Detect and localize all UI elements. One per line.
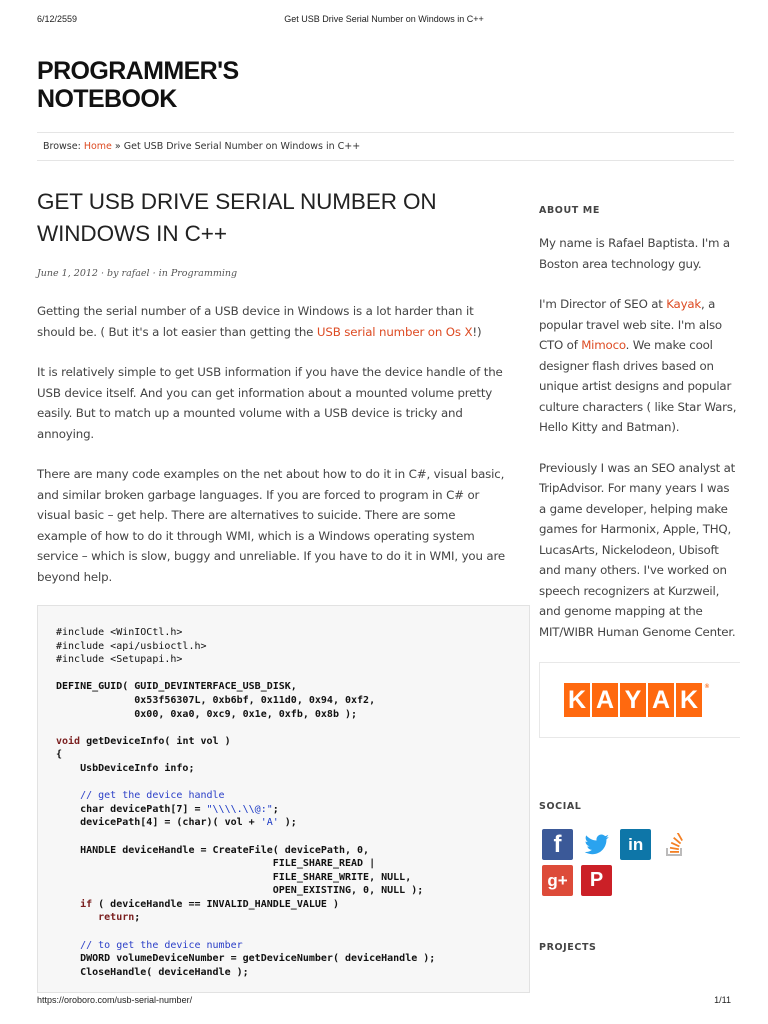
code-text: 0x00, 0xa0, 0xc9, 0x1e, 0xfb, 0x8b ); xyxy=(56,708,358,720)
code-line xyxy=(56,748,529,762)
sidebar xyxy=(539,205,739,662)
paragraph-intro xyxy=(37,301,507,342)
code-line xyxy=(56,884,529,898)
post-content xyxy=(37,186,507,648)
code-keyword: if xyxy=(56,898,93,910)
about-paragraph-2 xyxy=(539,294,739,438)
code-comment: // get the device handle xyxy=(56,790,225,802)
code-text: getDeviceInfo( int vol ) xyxy=(80,735,231,747)
code-line xyxy=(56,966,529,980)
code-text: char devicePath[7] = xyxy=(56,803,207,815)
site-title[interactable] xyxy=(37,57,337,113)
code-line xyxy=(56,911,529,925)
about-me-widget xyxy=(539,233,739,642)
about-text: , a popular travel web site. I'm also CTO of xyxy=(539,297,722,352)
code-string: "\\\\.\\@:" xyxy=(206,803,273,815)
code-keyword: void xyxy=(56,735,81,747)
code-text: { xyxy=(56,749,63,761)
code-line: #include <WinIOCtl.h> xyxy=(56,627,183,638)
social-icons xyxy=(542,829,732,901)
about-paragraph-1: My name is Rafael Baptista. I'm a Boston area technology guy. xyxy=(539,236,730,271)
print-page-title: Get USB Drive Serial Number on Windows in C++ xyxy=(284,14,484,24)
code-text: devicePath[4] = (char)( vol + xyxy=(56,817,261,829)
code-char: 'A' xyxy=(260,817,279,829)
about-text: . We make cool designer flash drives based on unique artist designs and popular culture characters ( like Star Wars, Hello Kitty and Batman). xyxy=(539,338,737,434)
page-number: 1/11 xyxy=(714,995,731,1005)
post-author-link[interactable]: rafael xyxy=(121,268,150,279)
code-line xyxy=(56,721,529,735)
code-keyword: return xyxy=(56,912,135,924)
code-line xyxy=(56,680,529,694)
code-block[interactable] xyxy=(37,605,530,993)
linkedin-icon[interactable]: in xyxy=(620,829,651,860)
code-line xyxy=(56,952,529,966)
pinterest-icon[interactable]: P xyxy=(581,865,612,896)
breadcrumb-current: Get USB Drive Serial Number on Windows in C++ xyxy=(123,141,361,152)
meta-in: in xyxy=(158,268,168,279)
code-text: OPEN_EXISTING, 0, NULL ); xyxy=(56,885,424,897)
breadcrumb-separator: » xyxy=(114,141,121,152)
about-me-heading: ABOUT ME xyxy=(539,205,600,216)
kayak-logo xyxy=(564,683,710,717)
code-line: #include <Setupapi.h> xyxy=(56,654,183,666)
twitter-icon[interactable] xyxy=(581,829,612,860)
post-meta xyxy=(37,268,507,279)
code-line xyxy=(56,776,529,790)
site-title-line1: PROGRAMMER'S xyxy=(37,57,239,85)
code-text: FILE_SHARE_WRITE, NULL, xyxy=(56,871,412,883)
code-line xyxy=(56,844,529,858)
site-title-line2: NOTEBOOK xyxy=(37,85,177,113)
print-date: 6/12/2559 xyxy=(37,14,78,24)
paragraph-2: It is relatively simple to get USB information if you have the device handle of the USB device itself. And you can get information about a mounted volume pretty easily. But to match up a mounted volume with a USB device is tricky and annoying. xyxy=(37,365,503,441)
facebook-icon[interactable]: f xyxy=(542,829,573,860)
code-line xyxy=(56,735,529,749)
code-line xyxy=(56,871,529,885)
code-text: DEFINE_GUID( GUID_DEVINTERFACE_USB_DISK, xyxy=(56,681,297,693)
kayak-letter: A xyxy=(592,683,618,717)
p1-end: !) xyxy=(472,324,482,339)
about-text: I'm Director of SEO at xyxy=(539,297,667,311)
code-line xyxy=(56,667,529,681)
usb-serial-osx-link[interactable]: USB serial number on Os X xyxy=(316,324,473,339)
code-text: ; xyxy=(134,912,141,924)
kayak-letter: Y xyxy=(620,683,646,717)
mimoco-link[interactable]: Mimoco xyxy=(581,338,626,352)
breadcrumb xyxy=(37,132,734,161)
code-line xyxy=(56,830,529,844)
kayak-letter: A xyxy=(648,683,674,717)
code-line xyxy=(56,708,529,722)
googleplus-icon[interactable]: g+ xyxy=(542,865,573,896)
social-heading: SOCIAL xyxy=(539,801,582,812)
code-text: 0x53f56307L, 0xb6bf, 0x11d0, 0x94, 0xf2, xyxy=(56,694,376,706)
code-text: ( deviceHandle == INVALID_HANDLE_VALUE ) xyxy=(92,898,339,910)
paragraph-3: There are many code examples on the net about how to do it in C#, visual basic, and similar broken garbage languages. If you are forced to program in C# or visual basic – get help. There are alternatives to suicide. There are some example of how to do it through WMI, which is a Windows operating system service – which is slow, buggy and unreliable. If you have to do it in WMI, you are beyond help. xyxy=(37,467,506,584)
projects-heading: PROJECTS xyxy=(539,942,597,953)
kayak-letter: K xyxy=(564,683,590,717)
code-comment: // to get the device number xyxy=(56,939,243,951)
code-text: ); xyxy=(278,817,297,829)
meta-sep: · xyxy=(100,268,105,279)
code-line xyxy=(56,816,529,830)
code-text: CloseHandle( deviceHandle ); xyxy=(56,966,249,978)
post-date: June 1, 2012 xyxy=(37,268,98,279)
registered-mark: ® xyxy=(704,684,710,690)
code-text: ; xyxy=(272,803,279,815)
code-line xyxy=(56,898,529,912)
code-text: UsbDeviceInfo info; xyxy=(56,762,195,774)
code-text: FILE_SHARE_READ | xyxy=(56,858,376,870)
code-line xyxy=(56,694,529,708)
code-line xyxy=(56,925,529,939)
code-line xyxy=(56,803,529,817)
page-url: https://oroboro.com/usb-serial-number/ xyxy=(37,995,193,1005)
p1-text: Getting the serial number of a USB device in Windows is a lot harder than it should be. ( But it's a lot easier than getting the xyxy=(37,304,474,339)
code-line: #include <api/usbioctl.h> xyxy=(56,640,207,652)
meta-sep: · xyxy=(152,268,156,279)
stackoverflow-icon[interactable] xyxy=(659,829,690,860)
post-category-link[interactable]: Programming xyxy=(170,268,238,279)
breadcrumb-prefix: Browse: xyxy=(43,141,81,152)
kayak-link[interactable]: Kayak xyxy=(666,297,702,311)
breadcrumb-home-link[interactable]: Home xyxy=(83,141,112,152)
code-line xyxy=(56,857,529,871)
about-paragraph-3: Previously I was an SEO analyst at TripAdvisor. For many years I was a game developer, helping make games for Harmonix, Apple, THQ, LucasArts, Nickelodeon, Ubisoft and many others. I've worked on speech recognizers at Kurzweil, and genome mapping at the MIT/WIBR Human Genome Center. xyxy=(539,460,736,639)
code-text: HANDLE deviceHandle = CreateFile( devicePath, 0, xyxy=(56,844,370,856)
meta-by: by xyxy=(107,268,119,279)
code-text: DWORD volumeDeviceNumber = getDeviceNumber( deviceHandle ); xyxy=(56,953,436,965)
kayak-banner[interactable] xyxy=(539,662,740,738)
code-line xyxy=(56,762,529,776)
post-title: GET USB DRIVE SERIAL NUMBER ON WINDOWS IN C++ xyxy=(37,189,437,246)
kayak-letter: K xyxy=(676,683,702,717)
